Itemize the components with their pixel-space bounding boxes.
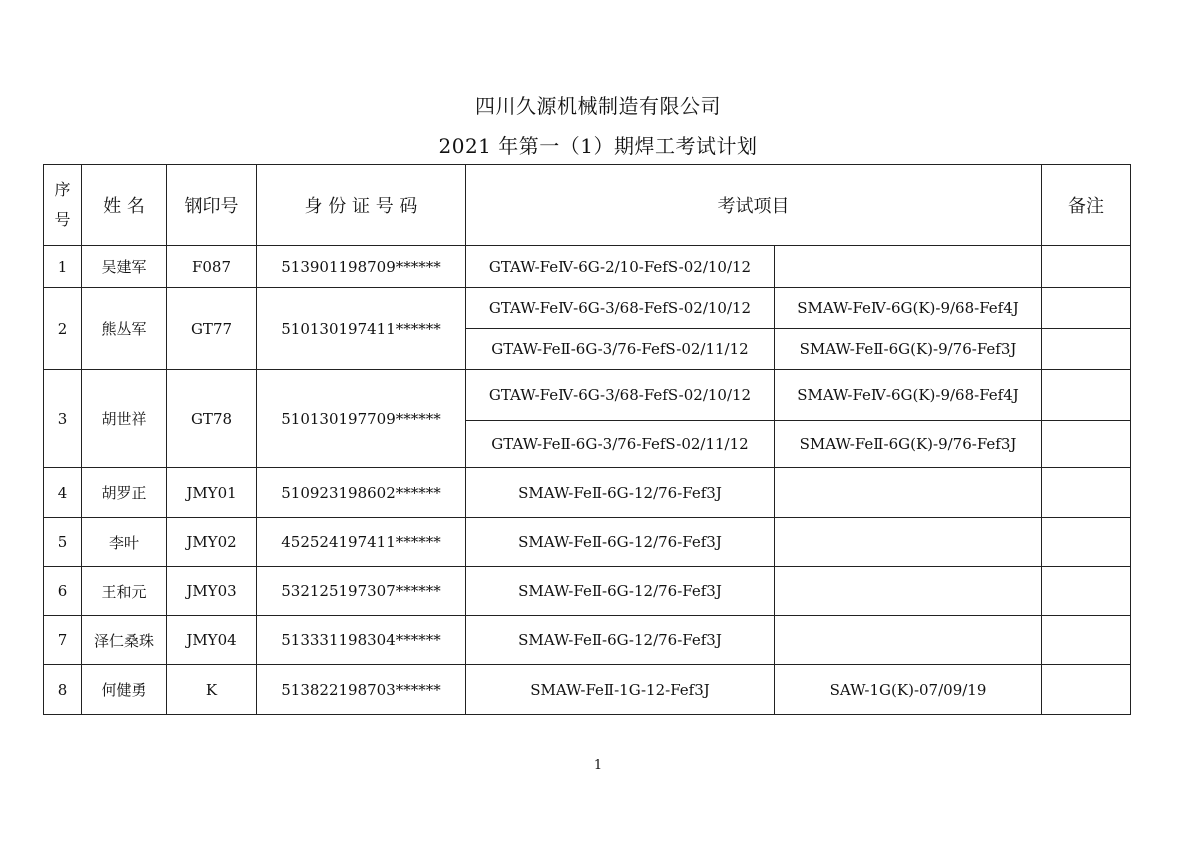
document-title: 2021 年第一（1）期焊工考试计划	[438, 134, 758, 158]
header-name: 姓 名	[82, 165, 167, 246]
table-header-row	[44, 165, 1131, 246]
cell-id: 513331198304******	[257, 616, 466, 665]
cell-name: 熊丛军	[82, 288, 167, 370]
cell-exam-item: SMAW-FeⅡ-6G-12/76-Fef3J	[466, 518, 775, 567]
cell-exam-item: SMAW-FeⅡ-6G(K)-9/76-Fef3J	[775, 329, 1042, 370]
cell-exam-item: GTAW-FeⅡ-6G-3/76-FefS-02/11/12	[466, 421, 775, 468]
cell-exam-item	[775, 567, 1042, 616]
cell-exam-item: SAW-1G(K)-07/09/19	[775, 665, 1042, 715]
cell-name: 李叶	[82, 518, 167, 567]
cell-remark	[1042, 329, 1131, 370]
cell-exam-item: SMAW-FeⅣ-6G(K)-9/68-Fef4J	[775, 288, 1042, 329]
cell-seq: 8	[44, 665, 82, 715]
header-id-no: 身 份 证 号 码	[257, 165, 466, 246]
exam-plan-table	[43, 164, 1131, 715]
cell-name: 胡罗正	[82, 468, 167, 518]
header-seq	[44, 165, 82, 246]
cell-id: 513822198703******	[257, 665, 466, 715]
table-row	[44, 246, 1131, 288]
cell-remark	[1042, 468, 1131, 518]
cell-remark	[1042, 665, 1131, 715]
cell-stamp: JMY01	[167, 468, 257, 518]
cell-seq: 6	[44, 567, 82, 616]
cell-id: 510130197709******	[257, 370, 466, 468]
cell-seq: 7	[44, 616, 82, 665]
cell-id: 452524197411******	[257, 518, 466, 567]
cell-exam-item: GTAW-FeⅣ-6G-3/68-FefS-02/10/12	[466, 288, 775, 329]
cell-exam-item: SMAW-FeⅡ-1G-12-Fef3J	[466, 665, 775, 715]
cell-stamp: K	[167, 665, 257, 715]
cell-stamp: JMY03	[167, 567, 257, 616]
cell-exam-item: GTAW-FeⅡ-6G-3/76-FefS-02/11/12	[466, 329, 775, 370]
cell-exam-item: GTAW-FeⅣ-6G-2/10-FefS-02/10/12	[466, 246, 775, 288]
cell-remark	[1042, 246, 1131, 288]
cell-exam-item: SMAW-FeⅡ-6G-12/76-Fef3J	[466, 468, 775, 518]
header-seq-line2: 号	[54, 210, 71, 229]
cell-stamp: GT78	[167, 370, 257, 468]
cell-remark	[1042, 370, 1131, 421]
table-row	[44, 370, 1131, 421]
cell-exam-item: SMAW-FeⅡ-6G-12/76-Fef3J	[466, 567, 775, 616]
cell-seq: 2	[44, 288, 82, 370]
table-row	[44, 288, 1131, 329]
cell-exam-item	[775, 518, 1042, 567]
table-row	[44, 616, 1131, 665]
cell-stamp: JMY02	[167, 518, 257, 567]
table-row	[44, 468, 1131, 518]
cell-seq: 1	[44, 246, 82, 288]
cell-name: 何健勇	[82, 665, 167, 715]
cell-id: 510130197411******	[257, 288, 466, 370]
cell-name: 泽仁桑珠	[82, 616, 167, 665]
table-row	[44, 665, 1131, 715]
cell-exam-item	[775, 616, 1042, 665]
cell-exam-item	[775, 468, 1042, 518]
cell-remark	[1042, 421, 1131, 468]
cell-stamp: F087	[167, 246, 257, 288]
cell-stamp: JMY04	[167, 616, 257, 665]
cell-seq: 4	[44, 468, 82, 518]
cell-id: 513901198709******	[257, 246, 466, 288]
cell-name: 王和元	[82, 567, 167, 616]
cell-remark	[1042, 616, 1131, 665]
cell-id: 532125197307******	[257, 567, 466, 616]
header-stamp-no: 钢印号	[167, 165, 257, 246]
cell-name: 胡世祥	[82, 370, 167, 468]
header-remarks: 备注	[1042, 165, 1131, 246]
cell-exam-item: SMAW-FeⅣ-6G(K)-9/68-Fef4J	[775, 370, 1042, 421]
cell-name: 吴建军	[82, 246, 167, 288]
table-row	[44, 567, 1131, 616]
table-row	[44, 518, 1131, 567]
header-seq-line1: 序	[54, 180, 71, 199]
cell-exam-item: GTAW-FeⅣ-6G-3/68-FefS-02/10/12	[466, 370, 775, 421]
page-number: 1	[593, 758, 603, 773]
company-name: 四川久源机械制造有限公司	[475, 94, 721, 118]
cell-seq: 5	[44, 518, 82, 567]
cell-remark	[1042, 567, 1131, 616]
cell-id: 510923198602******	[257, 468, 466, 518]
cell-exam-item	[775, 246, 1042, 288]
cell-remark	[1042, 518, 1131, 567]
cell-exam-item: SMAW-FeⅡ-6G-12/76-Fef3J	[466, 616, 775, 665]
cell-seq: 3	[44, 370, 82, 468]
cell-remark	[1042, 288, 1131, 329]
cell-exam-item: SMAW-FeⅡ-6G(K)-9/76-Fef3J	[775, 421, 1042, 468]
header-exam-items: 考试项目	[466, 165, 1042, 246]
cell-stamp: GT77	[167, 288, 257, 370]
